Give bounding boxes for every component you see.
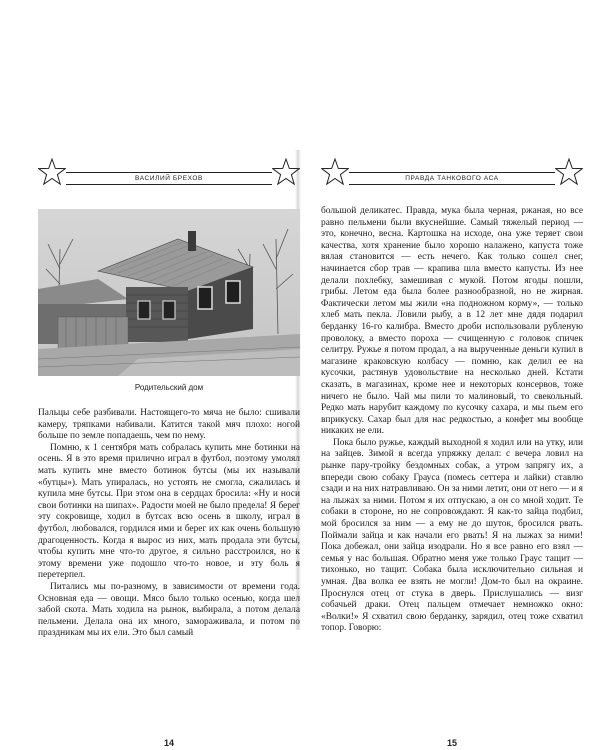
- star-icon: [38, 158, 66, 186]
- page-number: 15: [446, 738, 457, 748]
- star-icon: [272, 158, 300, 186]
- right-body-text: [321, 206, 583, 635]
- page-number: 14: [163, 738, 174, 748]
- header-title: ПРАВДА ТАНКОВОГО АСА: [405, 175, 499, 182]
- house-photo: [38, 209, 300, 376]
- star-icon: [555, 158, 583, 186]
- paragraph: Питались мы по-разному, в зависимости от времени года. Основная еда — овощи. Мясо было только осенью, когда шел забой скота. Мать ходила на рынок, выбирала, а потом делала пельмени. Делала она их много, замораживала, и потом по праздникам мы их ели. Это был самый: [38, 581, 300, 639]
- left-running-header: [38, 158, 300, 192]
- paragraph: Помню, к 1 сентября мать собралась купить мне ботинки на осень. Я в это время прилично играл в футбол, поэтому умолял мать купить мне вместо ботинок бутсы (мы их называли «бутцы»). Мать упиралась, но устоять не смогла, сжалилась и купила мне бутсы. При этом она в сердцах бросила: «Ну и носи свои ботинки на шипах». Радости моей не было предела! Я берег эту сокровище, ходил в бутсах всю осень в школу, играл в футбол, любовался, гордился ими и берег их как очень большую драгоценность. Когда я вырос из них, мать продала эти бутсы, чтобы купить мне что-то другое, я сильно расстроился, но к этому времени уже подошло что-то новое, и эту боль я перетерпел.: [38, 442, 300, 581]
- left-page: [38, 158, 300, 748]
- paragraph: Пока было ружье, каждый выходной я ходил или на утку, или на зайцев. Зимой я всегда упряжку делал: с вечера ловил на рынке пару-тройку бездомных собак, а утром запрягу их, а впереди свою собаку Грауса (помесь сеттера и лайки) ставлю сзади и на них натравливаю. Он за ними летит, они от него — и я на лыжах за ними. Потом я их отпускаю, а он со мной ходит. Те собаки в стороне, но не сопровождают. Я как-то зайца подбил, мой бросился за ним — а ему не до шуток, бросился рвать. Поймали зайца и как начали его рвать! Я на лыжах за ними! Пока добежал, они зайца изодрали. Но я все равно его взял — семья у нас большая. Обратно меня уже только Граус тащит — тихонько, но тащит. Собака была исключительно сильная и умная. Два волка ее взять не могли! Дом-то был на окраине. Проснулся отец от стука в дверь. Прислушались — визг собачьей драки. Отец пальцем отмечает немножко окно: «Волки!» Я схватил свою берданку, зарядил, отец тоже схватил топор. Говорю:: [321, 437, 583, 634]
- header-title: ВАСИЛИЙ БРЕХОВ: [135, 175, 203, 182]
- left-body-text: [38, 408, 300, 640]
- photo-caption: Родительский дом: [134, 383, 204, 392]
- paragraph: Пальцы себе разбивали. Настоящего-то мяча не было: сшивали камеру, тряпками набивали. Катится такой мяч плохо: ногой больше по земле попадаешь, чем по нему.: [38, 408, 300, 442]
- paragraph: большой деликатес. Правда, мука была черная, ржаная, но все равно пельмени были вкуснейшие. Самый тяжелый период — это, конечно, весна. Картошка на исходе, она уже теряет свои качества, хотя хранение было хорошо налажено, капуста тоже вялая становится — есть нечего. Как только сошел снег, начинается сбор трав — крапива шла вместо капусты. Из нее делали похлебку, замешивая с мукой. Потом ягоды пошли, грибы. Летом еда была более разнообразной, но не жирная. Фактически летом мы жили «на подножном корму», — только хлеб мать пекла. Ловили рыбу, а в 12 лет мне дядя подарил берданку 16-го калибра. Вместо дроби использовали рубленую проволоку, а вместо пороха — счищенную с головок спичек селитру. Ружье я потом продал, а на вырученные деньги купил в магазине краковскую колбасу — помню, как делил ее на кусочки, растянув удовольствие на несколько дней. Кстати сказать, в магазинах, кроме нее и некоторых консервов, тоже ничего не было. Чай мы пили то малиновый, то свекольный. Редко мать нарубит каждому по кусочку сахара, и мы пьем его вприкуску. Сахар был для нас редкостью, а конфет мы вообще никаких не ели.: [321, 206, 583, 437]
- star-icon: [321, 158, 349, 186]
- right-running-header: [321, 158, 583, 192]
- right-page: [321, 158, 583, 748]
